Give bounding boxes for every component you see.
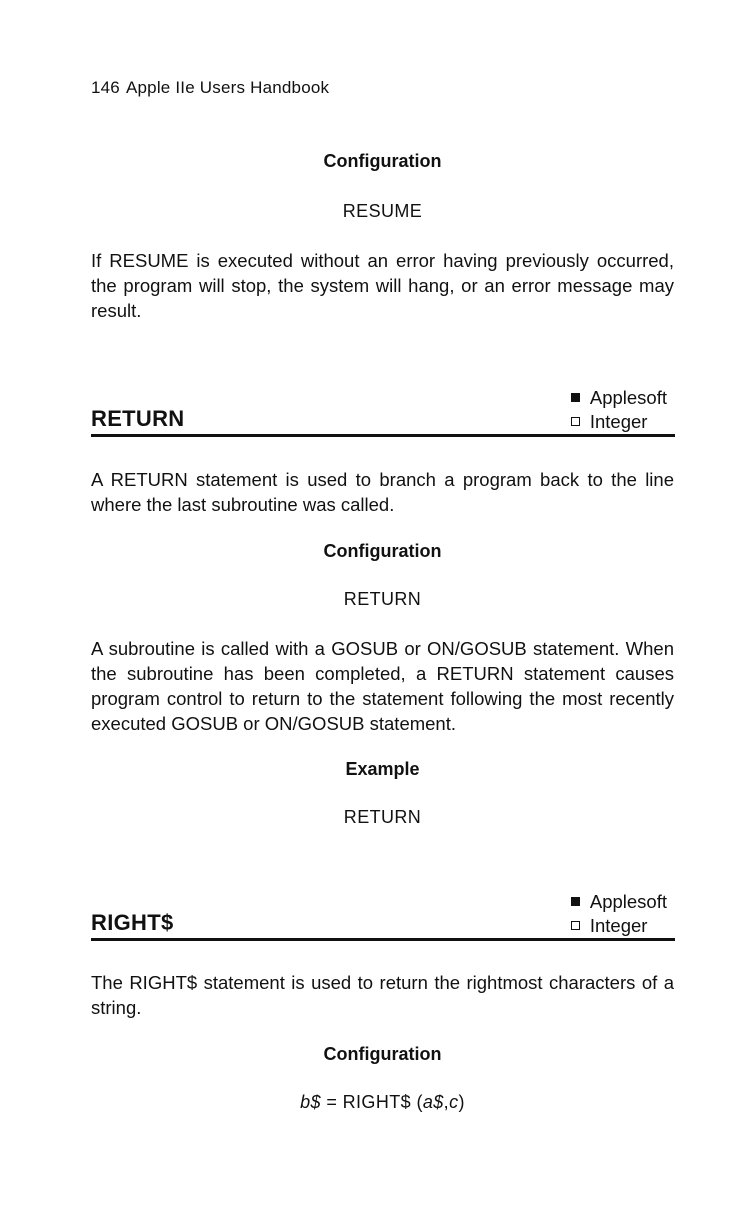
return-entry-header (91, 386, 675, 437)
right-configuration-heading: Configuration (323, 1044, 442, 1064)
return-configuration-heading: Configuration (323, 541, 442, 561)
resume-paragraph: If RESUME is executed without an error having previously occurred, the program will stop, the system will hang, or an error message may result. (91, 250, 674, 321)
book-title: Apple IIe Users Handbook (125, 78, 330, 97)
return-paragraph: A subroutine is called with a GOSUB or ON/GOSUB statement. When the subroutine has been completed, a RETURN statement causes program control to return to the statement following the most recently executed GOSUB or ON/GOSUB statement. (91, 638, 674, 734)
filled-square-icon (571, 897, 580, 906)
empty-square-icon (571, 417, 580, 426)
right-language-list (571, 890, 667, 938)
return-lang-integer: Integer (571, 410, 667, 434)
return-language-list (571, 386, 667, 434)
right-entry-title: RIGHT$ (91, 910, 174, 935)
return-example-heading: Example (345, 759, 420, 779)
return-entry-title: RETURN (91, 406, 185, 431)
return-configuration-code: RETURN (343, 589, 422, 609)
right-description: The RIGHT$ statement is used to return the rightmost characters of a string. (91, 972, 674, 1018)
running-head (91, 78, 329, 98)
right-lang-applesoft: Applesoft (571, 890, 667, 914)
resume-configuration-heading: Configuration (323, 151, 442, 171)
resume-configuration-code: RESUME (342, 201, 423, 221)
right-entry-header (91, 890, 675, 941)
filled-square-icon (571, 393, 580, 402)
right-lang-integer: Integer (571, 914, 667, 938)
return-description: A RETURN statement is used to branch a program back to the line where the last subroutine was called. (91, 469, 674, 515)
page-number: 146 (91, 78, 120, 97)
right-configuration-code: b$ = RIGHT$ (a$,c) (300, 1092, 465, 1112)
return-lang-applesoft: Applesoft (571, 386, 667, 410)
empty-square-icon (571, 921, 580, 930)
return-example-code: RETURN (343, 807, 422, 827)
